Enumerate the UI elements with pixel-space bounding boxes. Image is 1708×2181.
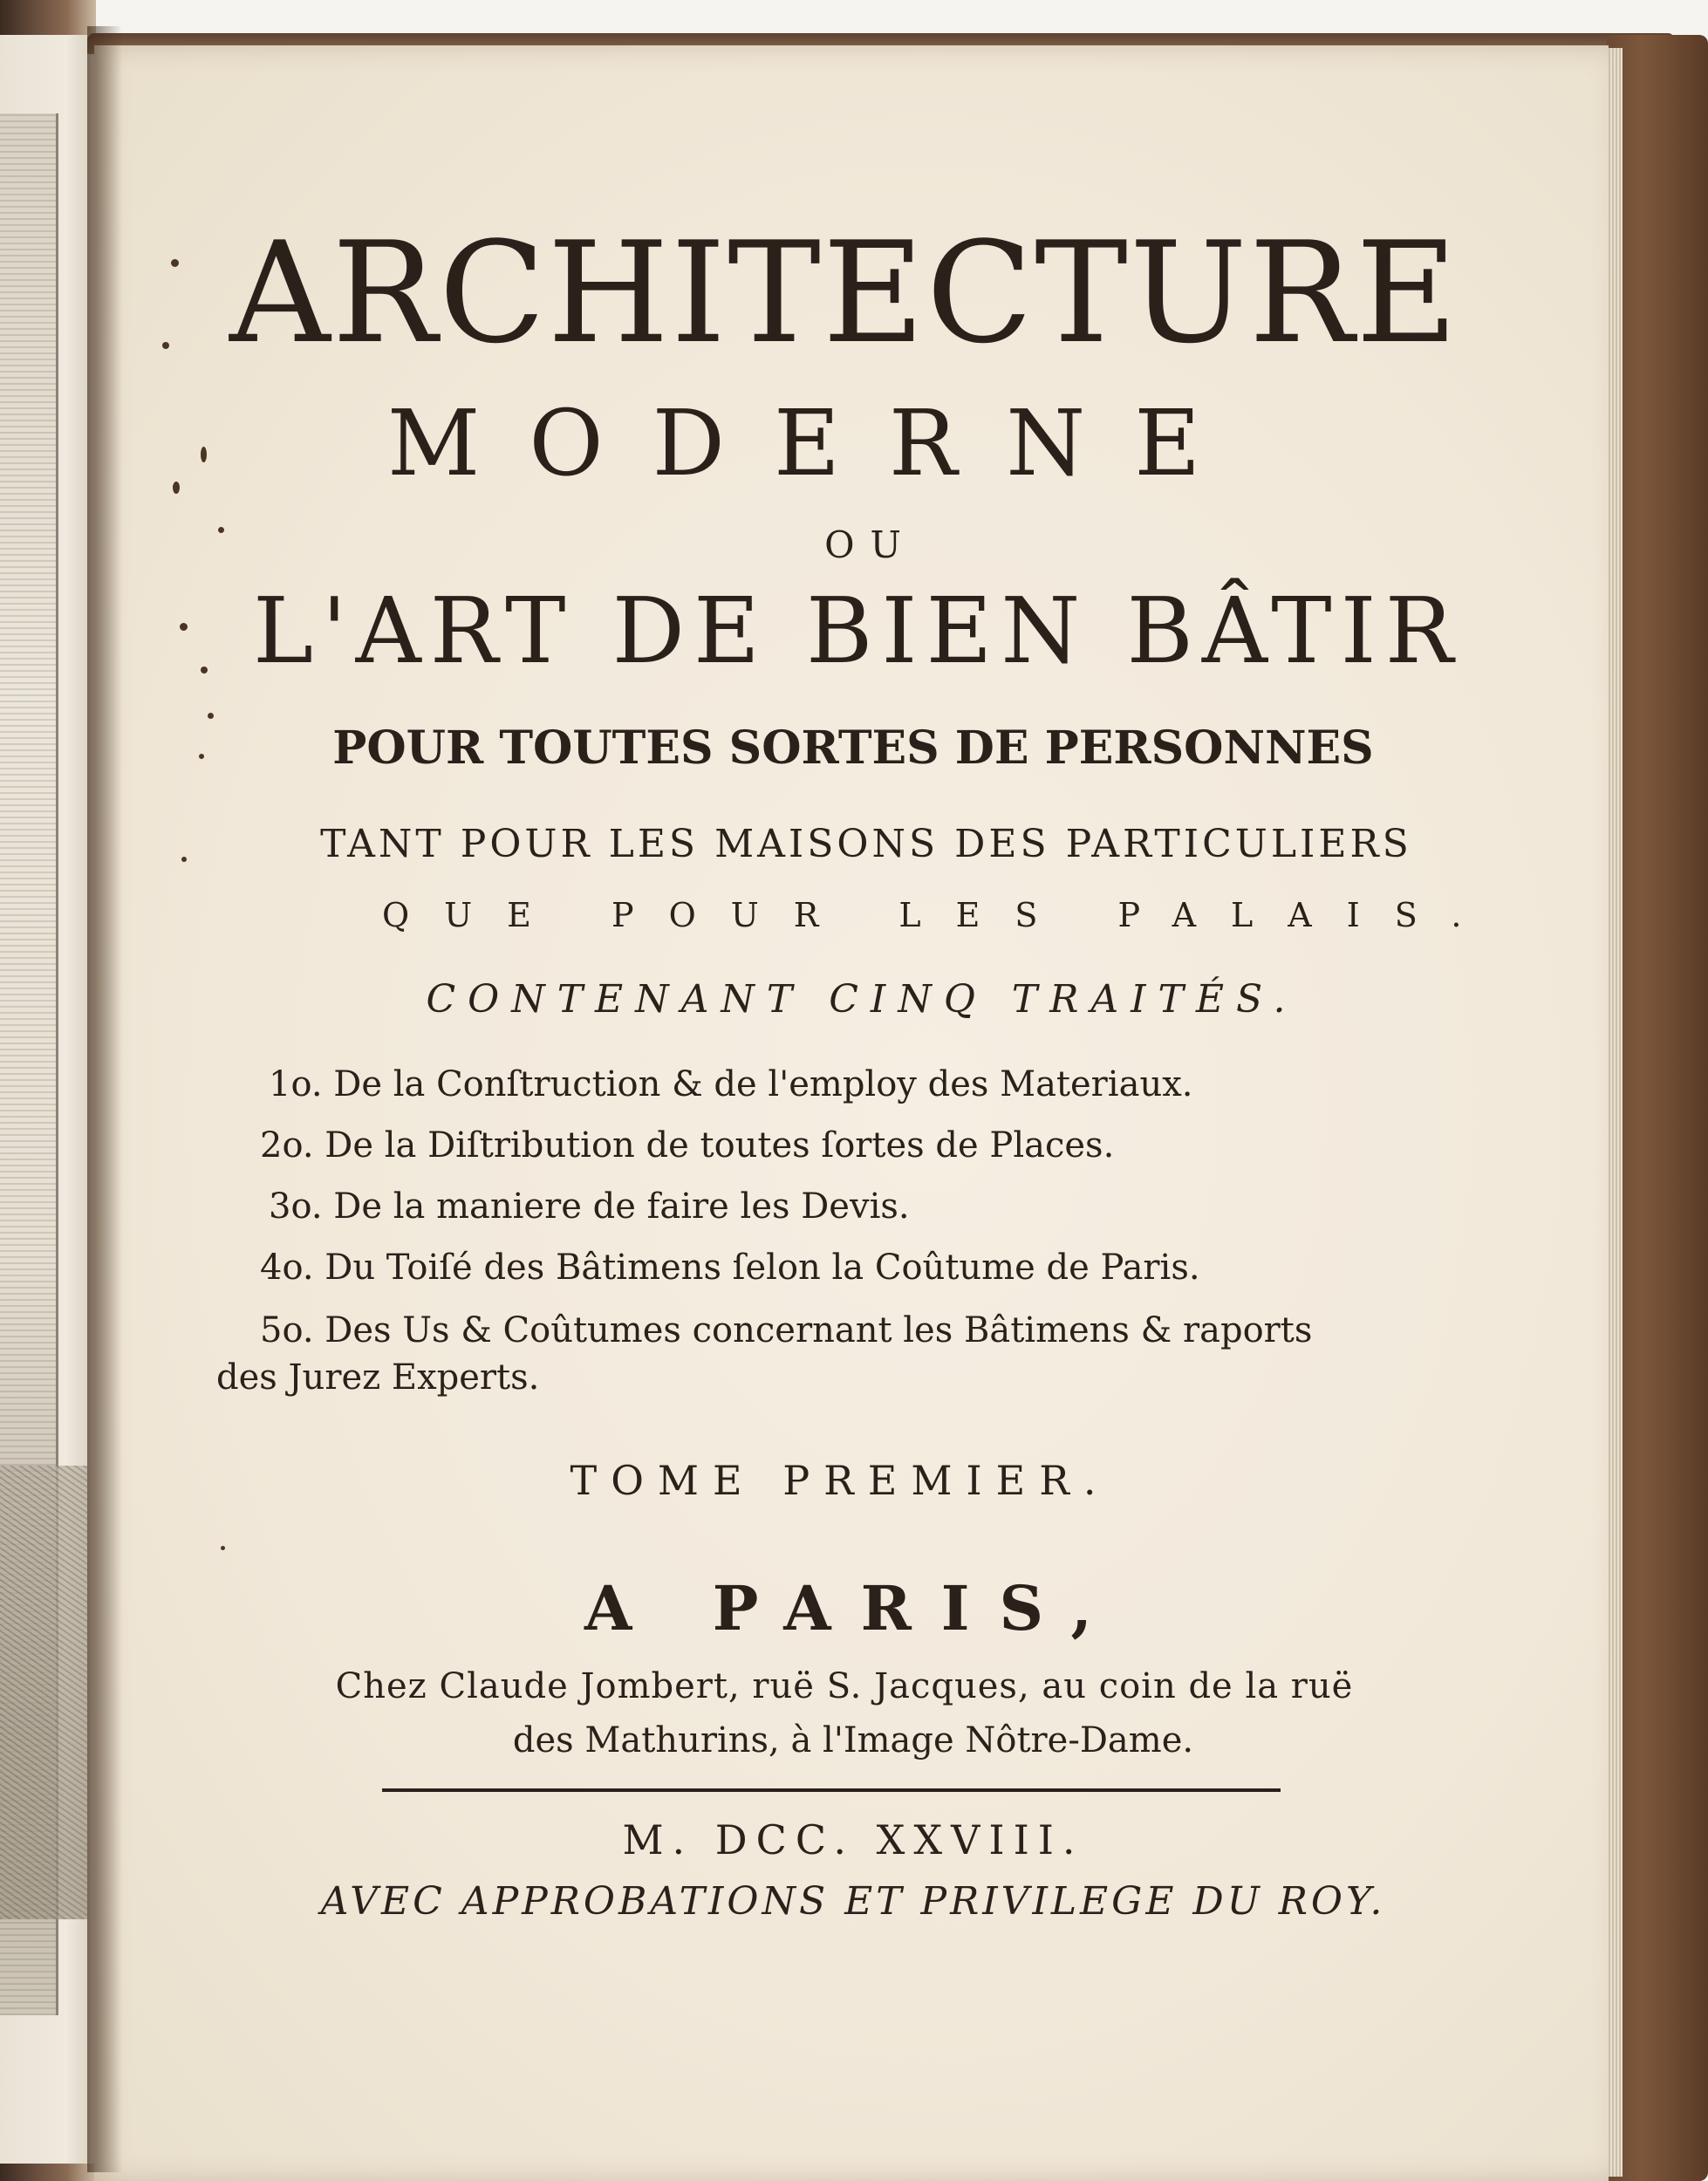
facing-page-engraving bbox=[0, 35, 94, 2164]
contents-heading: CONTENANT CINQ TRAITÉS. bbox=[426, 977, 1298, 1022]
subtitle-personnes: POUR TOUTES SORTES DE PERSONNES bbox=[332, 721, 1374, 775]
treatise-item-continuation: des Jurez Experts. bbox=[216, 1357, 540, 1398]
imprint-city: A PARIS, bbox=[584, 1572, 1122, 1644]
main-title: ARCHITECTURE bbox=[229, 211, 1459, 374]
imprint-divider bbox=[382, 1788, 1281, 1792]
subtitle-moderne: MODERNE bbox=[386, 390, 1250, 496]
volume-label: TOME PREMIER. bbox=[570, 1457, 1110, 1504]
treatise-item: 5o. Des Us & Coûtumes concernant les Bâtimens & raports bbox=[260, 1310, 1313, 1350]
imprint-publisher-line-2: des Mathurins, à l'Image Nôtre-Dame. bbox=[512, 1720, 1194, 1761]
gutter-shadow bbox=[87, 26, 122, 2172]
subtitle-connector: OU bbox=[824, 523, 917, 566]
subtitle-maisons: TANT POUR LES MAISONS DES PARTICULIERS bbox=[320, 822, 1412, 866]
frontispiece-landscape bbox=[0, 1466, 87, 1919]
treatise-item: 4o. Du Toiſé des Bâtimens ſelon la Coûtume de Paris. bbox=[260, 1248, 1200, 1288]
treatise-item: 3o. De la maniere de faire les Devis. bbox=[269, 1186, 910, 1227]
imprint-year: M. DCC. XXVIII. bbox=[622, 1816, 1084, 1863]
treatise-item: 2o. De la Diſtribution de toutes ſortes de Places. bbox=[260, 1125, 1115, 1166]
imprint-publisher-line-1: Chez Claude Jombert, ruë S. Jacques, au coin de la ruë bbox=[335, 1666, 1354, 1706]
subtitle-art-de-bien-batir: L'ART DE BIEN BÂTIR bbox=[252, 578, 1463, 684]
treatise-item: 1o. De la Conſtruction & de l'employ des Materiaux. bbox=[269, 1064, 1193, 1104]
title-page bbox=[94, 45, 1609, 2181]
imprint-privilege: AVEC APPROBATIONS ET PRIVILEGE DU ROY. bbox=[320, 1879, 1386, 1924]
subtitle-palais: QUE POUR LES PALAIS. bbox=[382, 896, 1497, 934]
